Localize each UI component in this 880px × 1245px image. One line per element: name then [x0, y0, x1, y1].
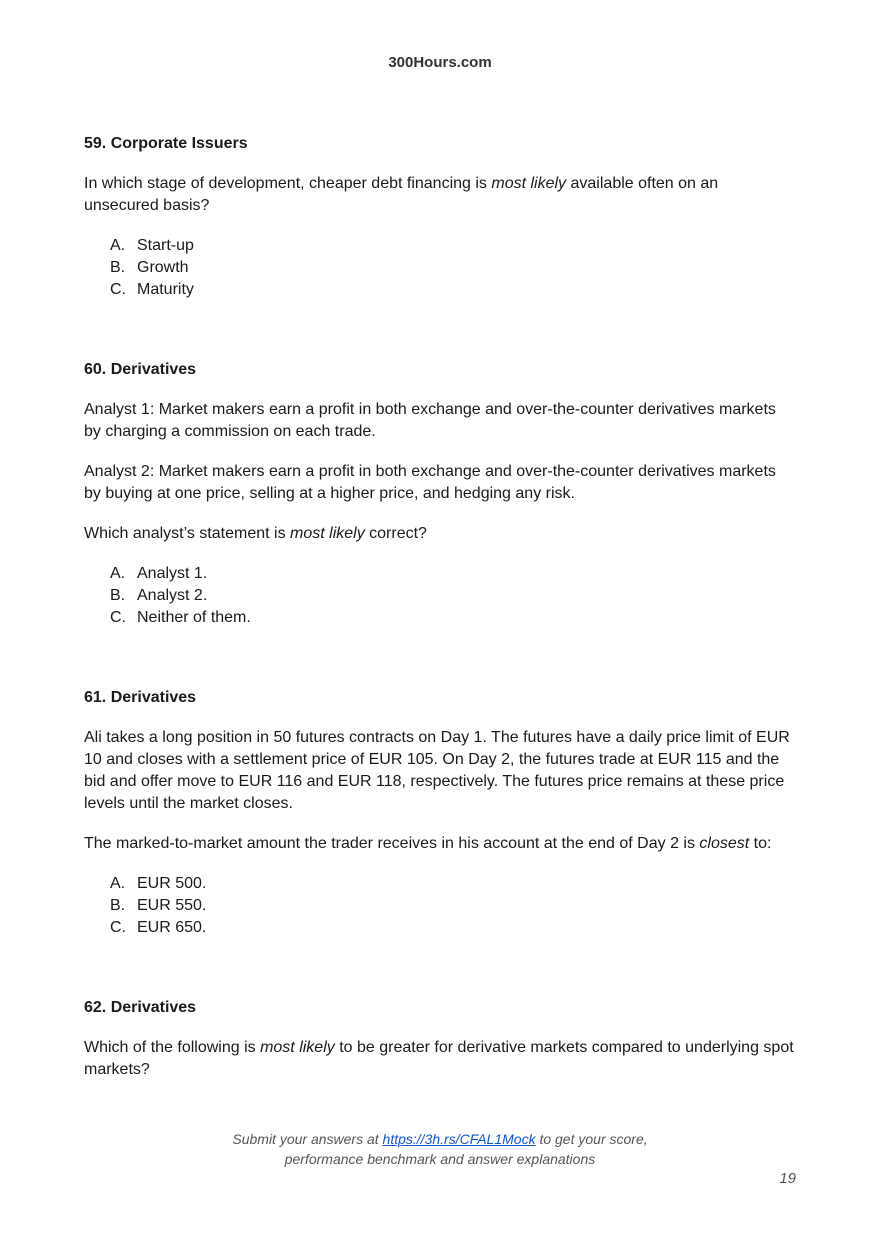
answer-option-c: C. Neither of them. [110, 609, 251, 626]
emphasis-text: closest [699, 835, 750, 852]
answer-option-b: B. EUR 550. [110, 897, 207, 914]
mock-exam-link[interactable]: https://3h.rs/CFAL1Mock [382, 1131, 536, 1147]
answer-option-a: A. Start-up [110, 237, 194, 254]
answer-option-b: B. Analyst 2. [110, 587, 208, 604]
question-60 [84, 359, 794, 629]
answer-option-c: C. Maturity [110, 281, 194, 298]
question-prompt: Which of the following is most likely to be greater for derivative markets compared to underlying spot markets? [84, 1039, 794, 1078]
question-text: Analyst 1: Market makers earn a profit in both exchange and over-the-counter derivatives markets by charging a commission on each trade. [84, 401, 776, 440]
emphasis-text: most likely [491, 175, 567, 192]
question-title: 60. Derivatives [84, 361, 197, 378]
answer-options [84, 235, 794, 301]
question-text: Analyst 2: Market makers earn a profit in both exchange and over-the-counter derivatives markets by buying at one price, selling at a higher price, and hedging any risk. [84, 463, 776, 502]
question-prompt: The marked-to-market amount the trader receives in his account at the end of Day 2 is closest to: [84, 835, 772, 852]
question-text: Ali takes a long position in 50 futures contracts on Day 1. The futures have a daily price limit of EUR 10 and closes with a settlement price of EUR 105. On Day 2, the futures trade at EUR 115 and the bid and offer move to EUR 116 and EUR 118, respectively. The futures price remains at these price levels until the market closes. [84, 729, 790, 812]
question-59 [84, 133, 794, 301]
answer-options [84, 873, 794, 939]
site-header: 300Hours.com [388, 54, 492, 71]
question-title: 61. Derivatives [84, 689, 197, 706]
answer-option-b: B. Growth [110, 259, 189, 276]
question-61 [84, 687, 794, 939]
submission-footer [0, 1129, 880, 1169]
question-title: 62. Derivatives [84, 999, 197, 1016]
question-text: In which stage of development, cheaper debt financing is most likely available often on an unsecured basis? [84, 175, 719, 214]
answer-options [84, 563, 794, 629]
question-62 [84, 997, 794, 1081]
emphasis-text: most likely [290, 525, 365, 542]
question-title: 59. Corporate Issuers [84, 135, 248, 152]
question-prompt: Which analyst’s statement is most likely correct? [84, 525, 427, 542]
emphasis-text: most likely [260, 1039, 335, 1056]
page-number: 19 [779, 1170, 796, 1187]
footer-line-2: performance benchmark and answer explanations [284, 1151, 596, 1167]
answer-option-c: C. EUR 650. [110, 919, 207, 936]
footer-line-1: Submit your answers at https://3h.rs/CFAL1Mock to get your score, [232, 1131, 648, 1147]
answer-option-a: A. EUR 500. [110, 875, 207, 892]
answer-option-a: A. Analyst 1. [110, 565, 208, 582]
